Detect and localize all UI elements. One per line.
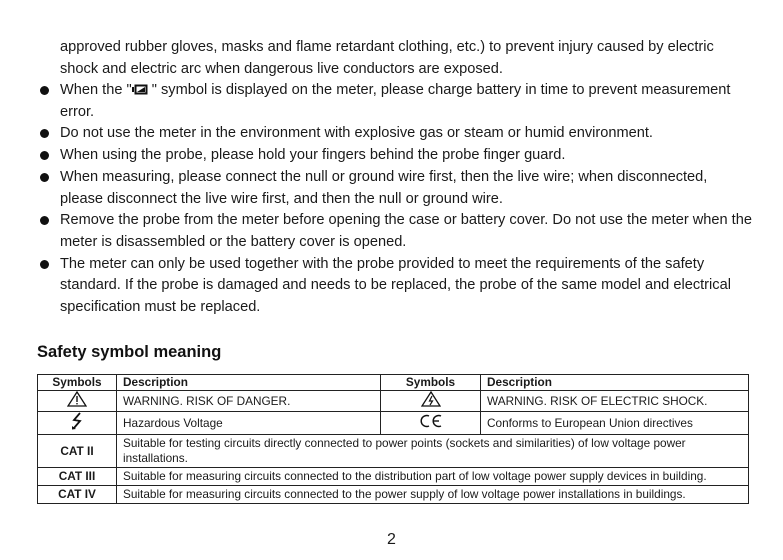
description-cell: Conforms to European Union directives [481,412,749,435]
bullet-text-after-icon: " symbol is displayed on the meter, please charge battery in time to prevent measurement error. [60,82,731,120]
header-symbols: Symbols [38,375,117,391]
symbol-cell [381,412,481,435]
bullet-item [40,210,752,253]
table-row [38,468,749,486]
table-row [38,412,749,435]
header-description: Description [481,375,749,391]
page-number: 2 [387,531,396,548]
bullet-dot [40,151,49,160]
bullet-text-before-icon: When the " [60,82,132,98]
electric-shock-warning-icon [421,391,441,407]
ce-mark-icon [419,414,443,428]
bullet-text: The meter can only be used together with the probe provided to meet the requirements of the safety standard. If the probe is damaged and needs to be replaced, the probe of the same model and electrical specification must be replaced. [60,255,731,316]
bullet-item [40,145,752,167]
description-cell: WARNING. RISK OF ELECTRIC SHOCK. [481,391,749,412]
header-description: Description [117,375,381,391]
table-row [38,391,749,412]
category-label: CAT II [38,435,117,468]
table-row [38,435,749,468]
description-cell: Hazardous Voltage [117,412,381,435]
category-description: Suitable for testing circuits directly connected to power points (sockets and similarities) of low voltage power installations. [117,435,749,468]
bullet-dot [40,173,49,182]
bullet-item [40,254,752,319]
hazardous-voltage-icon [70,412,84,430]
category-description: Suitable for measuring circuits connected to the distribution part of low voltage power supply devices in building. [117,468,749,486]
bullet-item [40,167,752,210]
table-header-row [38,375,749,391]
symbol-cell [38,391,117,412]
bullet-text: Do not use the meter in the environment with explosive gas or steam or humid environment. [60,125,653,142]
bullet-text: When measuring, please connect the null or ground wire first, then the live wire; when disconnected, please disconnect the live wire first, and then the null or ground wire. [60,168,708,207]
bullet-item [40,123,752,145]
bullet-dot [40,129,49,138]
bullet-text: When using the probe, please hold your fingers behind the probe finger guard. [60,147,566,164]
description-cell: WARNING. RISK OF DANGER. [117,391,381,412]
symbol-cell [38,412,117,435]
bullet-dot [40,86,49,95]
section-title: Safety symbol meaning [37,343,222,361]
category-label: CAT III [38,468,117,486]
category-label: CAT IV [38,486,117,504]
safety-symbol-table [37,374,749,504]
header-symbols: Symbols [381,375,481,391]
symbol-cell [381,391,481,412]
bullet-dot [40,260,49,269]
continuation-paragraph: approved rubber gloves, masks and flame retardant clothing, etc.) to prevent injury caused by electric shock and electric arc when dangerous live conductors are exposed. [60,39,714,77]
battery-icon [132,84,148,95]
safety-bullet-list [40,80,752,319]
warning-triangle-icon [67,391,87,407]
bullet-dot [40,216,49,225]
bullet-item [40,80,752,123]
table-row [38,486,749,504]
bullet-text: Remove the probe from the meter before opening the case or battery cover. Do not use the meter when the meter is disassembled or the battery cover is opened. [60,212,752,250]
category-description: Suitable for measuring circuits connected to the power supply of low voltage power installations in buildings. [117,486,749,504]
